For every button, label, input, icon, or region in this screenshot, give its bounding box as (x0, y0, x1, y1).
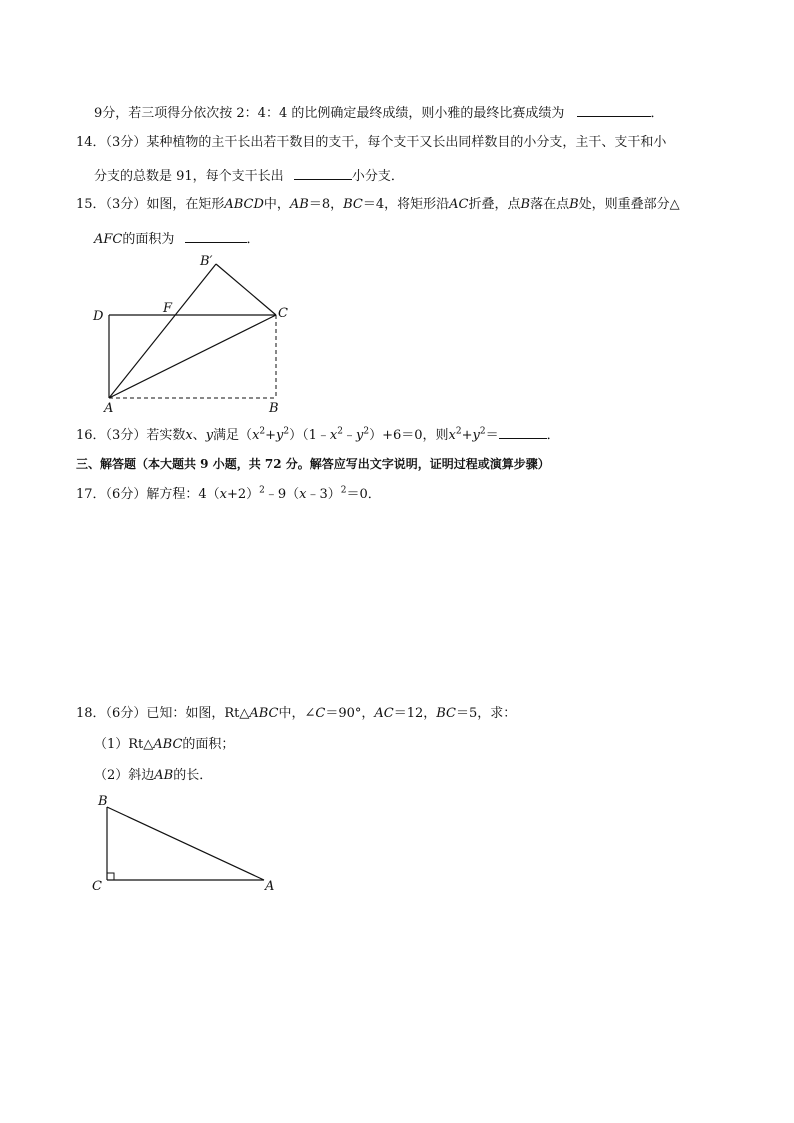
q18-var-bc: BC (436, 706, 457, 721)
q15-answer-blank[interactable] (185, 228, 247, 243)
q17-text-b: +2） (226, 487, 260, 502)
q16-plus2: + (461, 428, 473, 443)
q15-var-abcd: ABCD (224, 197, 264, 212)
q16-text-end: ． (546, 428, 560, 443)
q15-line2 (94, 228, 260, 249)
q15-label-b-prime: B′ (200, 254, 213, 269)
q18-var-c: C (315, 706, 326, 721)
q18-sub2-var: AB (154, 768, 174, 783)
q18-text-b: 中，∠ (278, 706, 316, 721)
q16-eq: ＝ (485, 428, 499, 443)
q18-sub1-a: （1）Rt△ (94, 737, 154, 752)
q17-var-x1: x (219, 487, 227, 502)
q16-var-y2a: y (276, 428, 284, 443)
q16-exp5: 2 (455, 426, 462, 437)
q18-sub2-a: （2）斜边 (94, 768, 155, 783)
q14-text-2b: 小分支． (351, 169, 404, 184)
q18-label-b: B (98, 794, 108, 809)
q13-tail-line (94, 102, 664, 123)
q18-text-e: ＝5，求： (456, 706, 517, 721)
q16-exp2: 2 (283, 426, 290, 437)
q15-var-bc: BC (343, 197, 363, 212)
q16-exp6: 2 (479, 426, 486, 437)
q18-line-ab (107, 807, 264, 880)
q15-label-d: D (93, 309, 104, 324)
q17-line (76, 486, 381, 504)
q16-var-y: y (205, 428, 214, 443)
q16-plus: + (265, 428, 277, 443)
q16-exp3: 2 (337, 426, 343, 437)
q18-text-d: ＝12， (393, 706, 437, 721)
q16-line (76, 424, 560, 445)
q16-var-y2b: y (356, 428, 364, 443)
q14-line2 (94, 165, 404, 186)
q15-label-c: C (278, 306, 288, 321)
q15-line-ab-prime (109, 264, 216, 398)
q16-text-a: 16．（3分）若实数 (76, 428, 186, 443)
q18-label-c: C (92, 879, 102, 894)
q15-line-bprime-c (216, 264, 276, 315)
q15-label-f: F (163, 301, 173, 316)
q16-sep: 、 (192, 428, 206, 443)
q16-text-b: 满足（ (213, 428, 253, 443)
q16-exp1: 2 (259, 426, 266, 437)
q17-var-x2: x (299, 487, 307, 502)
q17-exp1: 2 (259, 485, 265, 496)
q17-exp2: 2 (340, 485, 347, 496)
q15-label-b: B (269, 401, 279, 416)
q16-answer-blank[interactable] (499, 424, 547, 439)
q15-text-g: 处，则重叠部分△ (578, 197, 680, 212)
q16-exp4: 2 (363, 426, 370, 437)
q15-var-b2: B (569, 197, 579, 212)
section3-title: 三、解答题（本大题共 9 小题，共 72 分。解答应写出文字说明，证明过程或演算步骤） (76, 457, 550, 471)
q18-figure (86, 792, 286, 896)
q15-text-2: 的面积为 (122, 232, 175, 247)
q15-var-ab: AB (289, 197, 309, 212)
q14-text-2a: 分支的总数是 91，每个支干长出 (94, 169, 284, 184)
q13-tail-end: ． (650, 106, 664, 121)
q18-sub2-b: 的长． (173, 768, 213, 783)
q16-var-x2c: x (448, 428, 456, 443)
q16-text-c: ）（1﹣ (289, 428, 330, 443)
q15-label-a: A (104, 401, 114, 416)
q15-text-end: ． (246, 232, 260, 247)
q15-var-afc: AFC (94, 232, 123, 247)
q18-right-angle-mark (107, 873, 114, 880)
q18-var-abc: ABC (249, 706, 279, 721)
q15-line1 (76, 196, 680, 214)
q15-var-b1: B (520, 197, 531, 212)
q15-text-b: 中， (263, 197, 290, 212)
q18-sub1 (94, 736, 234, 754)
q17-text-d: ﹣3） (306, 487, 341, 502)
q15-text-f: 落在点 (530, 197, 570, 212)
q15-line-ac (109, 315, 276, 398)
q18-var-ac: AC (374, 706, 394, 721)
q18-text-a: 18．（6分）已知：如图，Rt△ (76, 706, 250, 721)
q14-answer-blank[interactable] (294, 165, 352, 180)
q16-minus: ﹣ (343, 428, 357, 443)
q17-text-a: 17．（6分）解方程：4（ (76, 487, 220, 502)
q18-sub1-var: ABC (153, 737, 183, 752)
q15-text-d: ＝4，将矩形沿 (362, 197, 450, 212)
q18-line1 (76, 705, 516, 723)
q15-figure (80, 248, 310, 418)
q18-sub1-b: 的面积； (182, 737, 235, 752)
q18-label-a: A (265, 879, 275, 894)
q15-text-e: 折叠，点 (468, 197, 521, 212)
q13-tail-text: 9分，若三项得分依次按 2：4：4 的比例确定最终成绩，则小雅的最终比赛成绩为 (94, 106, 565, 121)
q18-sub2 (94, 767, 212, 785)
q16-var-x: x (185, 428, 193, 443)
q13-answer-blank[interactable] (577, 102, 651, 117)
q16-var-x2b: x (329, 428, 338, 443)
q17-text-e: ＝0． (346, 487, 381, 502)
q17-text-c: ﹣9（ (264, 487, 300, 502)
q16-var-y2c: y (472, 428, 480, 443)
q15-text-a: 15．（3分）如图，在矩形 (76, 197, 225, 212)
q18-text-c: ＝90°， (325, 706, 375, 721)
q15-text-c: ＝8， (308, 197, 344, 212)
q14-line1 (76, 134, 666, 152)
q16-var-x2a: x (252, 428, 260, 443)
q14-text-1: 14．（3分）某种植物的主干长出若干数目的支干，每个支干又长出同样数目的小分支，主干、支干和小 (76, 135, 667, 150)
q15-var-ac: AC (449, 197, 469, 212)
q16-text-d: ）+6＝0，则 (369, 428, 449, 443)
